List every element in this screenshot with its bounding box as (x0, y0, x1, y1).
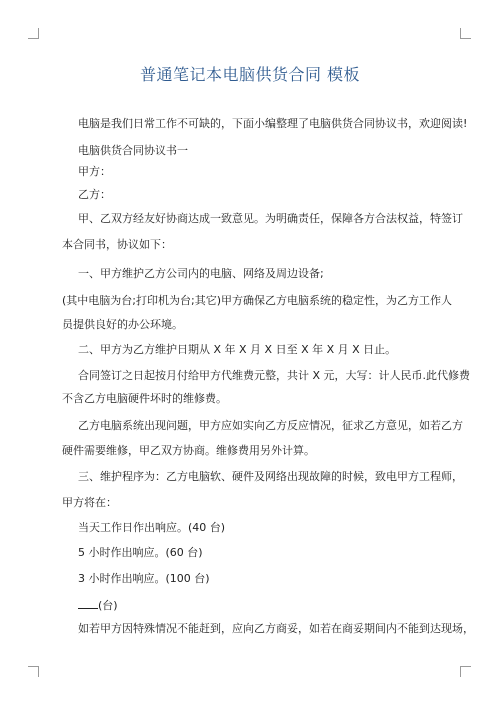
party-b-label: 乙方： (78, 188, 111, 201)
response-option-2-text: 5 小时作出响应。(60 台) (78, 546, 203, 559)
crop-mark-bottom-left (28, 666, 39, 677)
issue-text-1: 乙方电脑系统出现问题，甲方应如实向乙方反应情况，征求乙方意见，如若乙方 (78, 419, 463, 432)
clause-1-text: 一、甲方维护乙方公司内的电脑、网络及周边设备; (78, 267, 324, 280)
response-option-3-text: 3 小时作出响应。(100 台) (78, 572, 210, 585)
final-paragraph-text: 如若甲方因特殊情况不能赶到，应向乙方商妥，如若在商妥期间内不能到达现场， (78, 622, 474, 635)
paragraph-1-text-1: 甲、乙双方经友好协商达成一致意见。为明确责任，保障各方合法权益，特签订 (78, 212, 463, 225)
document-title: 普通笔记本电脑供货合同 模板 (139, 65, 361, 84)
crop-mark-top-left (28, 28, 39, 39)
fill-in-blank (78, 597, 98, 609)
clause-2-text: 二、甲方为乙方维护日期从 X 年 X 月 X 日至 X 年 X 月 X 日止。 (78, 343, 397, 356)
fee-text-2: 不含乙方电脑硬件坏时的维修费。 (62, 392, 227, 405)
clause-1-detail-text-1: (其中电脑为台;打印机为台;其它)甲方确保乙方电脑系统的稳定性，为乙方工作人 (62, 294, 452, 307)
response-option-1-text: 当天工作日作出响应。(40 台) (78, 521, 226, 534)
intro-text: 电脑是我们日常工作不可缺的，下面小编整理了电脑供货合同协议书，欢迎阅读! (78, 117, 468, 130)
response-option-4-suffix: (台) (98, 599, 118, 612)
clause-3-text-1: 三、维护程序为：乙方电脑软、硬件及网络出现故障的时候，致电甲方工程师， (78, 470, 463, 483)
response-option-4-text (78, 597, 118, 613)
clause-1-detail-text-2: 员提供良好的办公环境。 (62, 318, 183, 331)
clause-3-text-2: 甲方将在： (62, 496, 117, 509)
issue-text-2: 硬件需要维修，甲乙双方协商。维修费用另外计算。 (62, 444, 315, 457)
crop-mark-top-right (460, 28, 471, 39)
paragraph-1-text-2: 本合同书，协议如下： (62, 238, 172, 251)
subtitle-text: 电脑供货合同协议书一 (78, 144, 188, 157)
fee-text-1: 合同签订之日起按月付给甲方代维费元整，共计 X 元，大写：计人民币.此代修费 (78, 369, 471, 382)
crop-mark-bottom-right (460, 666, 471, 677)
party-a-label: 甲方： (78, 165, 111, 178)
